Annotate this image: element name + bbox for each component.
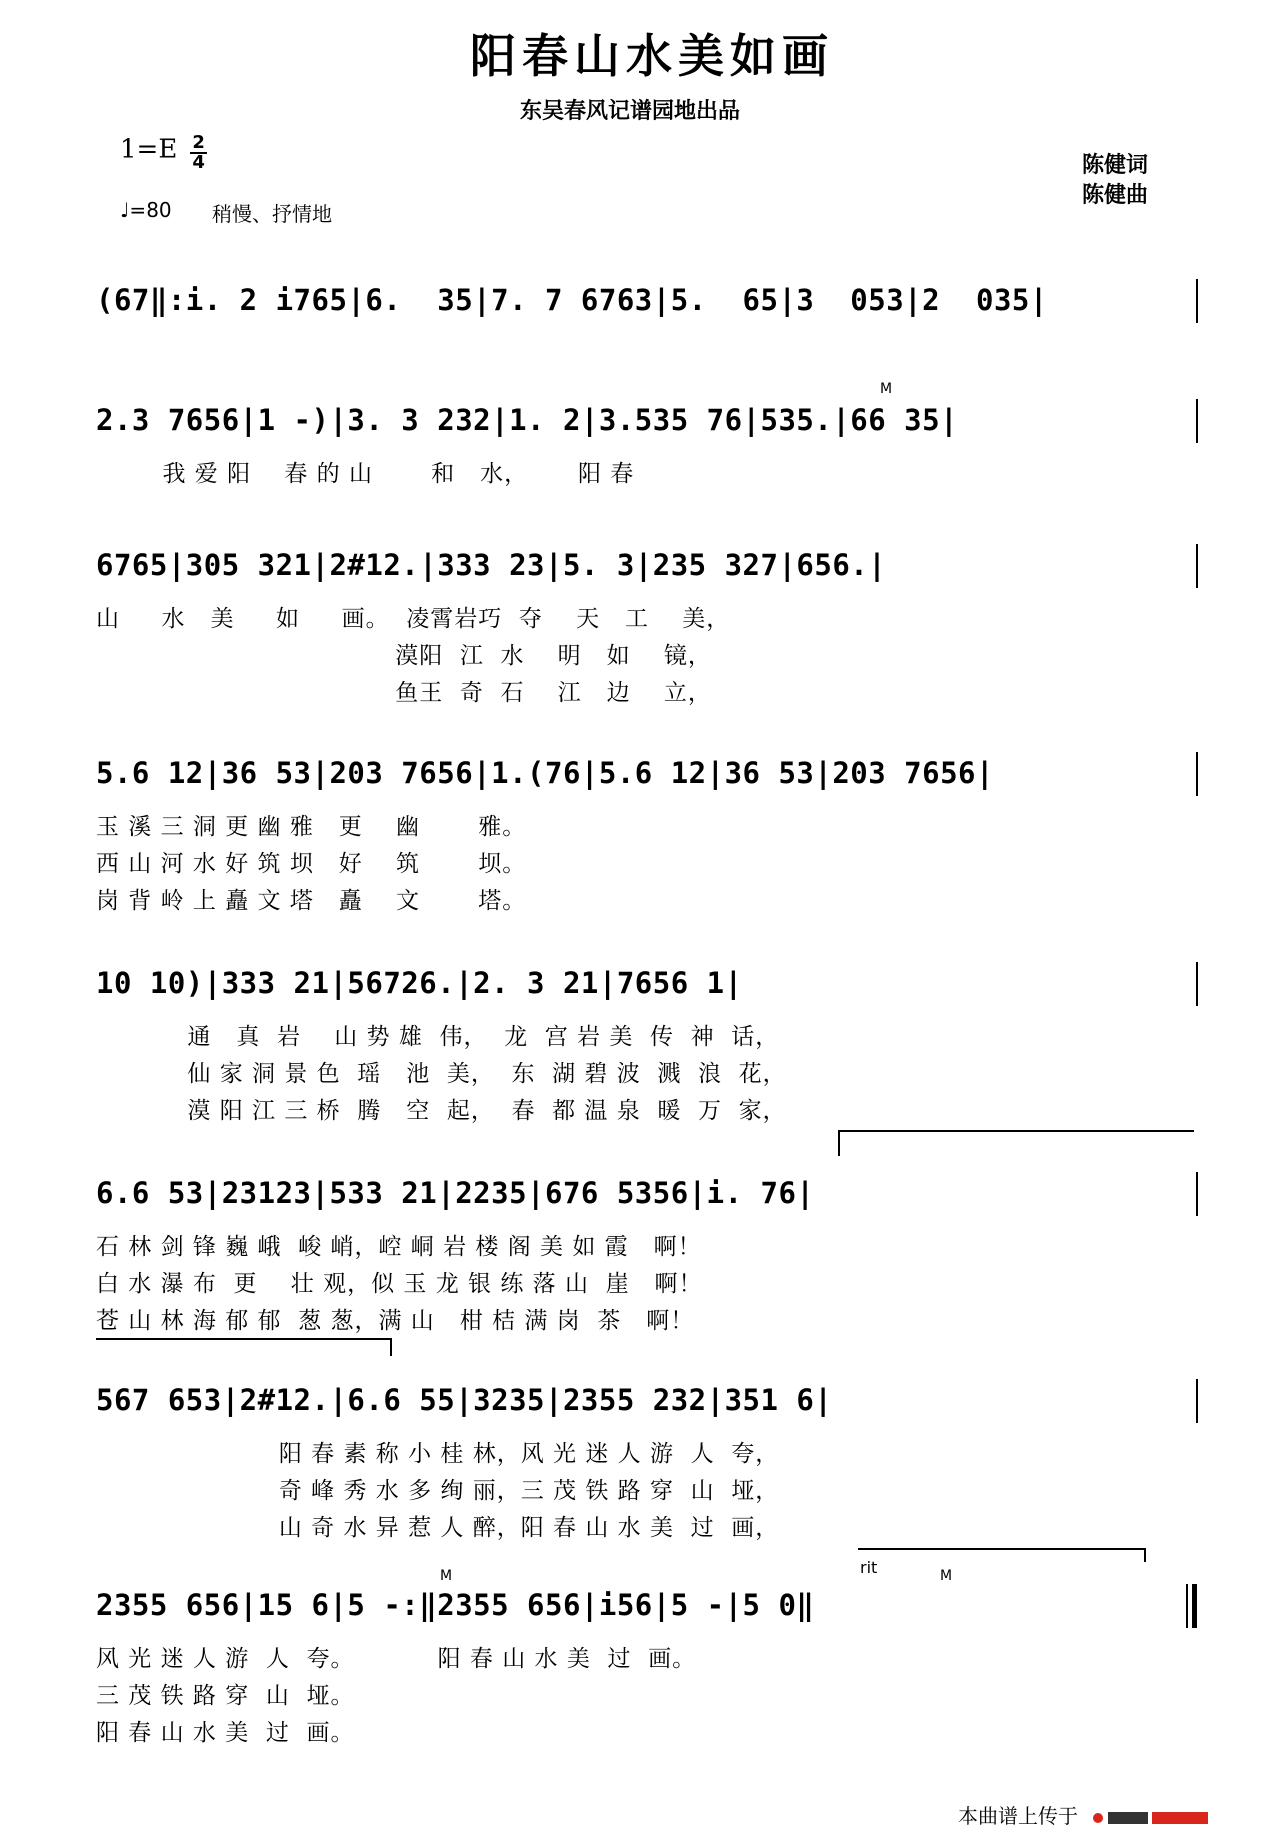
barline [1196, 1172, 1198, 1216]
key-text: 1=E [120, 134, 178, 165]
final-barline-thin [1186, 1584, 1188, 1628]
composer-credit: 陈健曲 [1082, 183, 1149, 208]
barline [1196, 752, 1198, 796]
notation-line: 567 653|2#12.|6.6 55|3235|2355 232|351 6| [96, 1383, 833, 1417]
volta-bracket-tick [390, 1338, 392, 1356]
volta-bracket-line [838, 1130, 1194, 1132]
volta-bracket-tick [838, 1130, 840, 1156]
site-logo-icon [1092, 1809, 1212, 1827]
notation-line: 10 10)|333 21|56726.|2. 3 21|7656 1| [96, 966, 743, 1000]
publisher-subtitle: 东吴春风记谱园地出品 [520, 99, 741, 124]
time-top: 2 [192, 132, 205, 153]
lyric-verse-2: 仙 家 洞 景 色 瑶 池 美， 东 湖 碧 波 溅 浪 花， [96, 1061, 787, 1087]
notation-line: (67‖:i. 2 i765|6. 35|7. 7 6763|5. 65|3 053|2 035| [96, 283, 1048, 317]
rit-marking: rit [860, 1558, 878, 1577]
notation-line: 2.3 7656|1 -)|3. 3 232|1. 2|3.535 76|535.|66 35| [96, 403, 959, 437]
lyric-verse-1: 玉 溪 三 洞 更 幽 雅 更 幽 雅。 [96, 814, 527, 840]
barline [1196, 1379, 1198, 1423]
notation-line: 6.6 53|23123|533 21|2235|676 5356|i. 76| [96, 1176, 815, 1210]
lyric-verse-3: 山 奇 水 异 惹 人 醉，阳 春 山 水 美 过 画， [96, 1515, 780, 1541]
lyric-verse-2: 漠阳 江 水 明 如 镜， [96, 643, 712, 669]
lyric-verse-1: 风 光 迷 人 游 人 夸。 阳 春 山 水 美 过 画。 [96, 1646, 697, 1672]
lyric-verse-2: 西 山 河 水 好 筑 坝 好 筑 坝。 [96, 851, 527, 877]
lyric-verse-2: 奇 峰 秀 水 多 绚 丽，三 茂 铁 路 穿 山 垭， [96, 1478, 780, 1504]
time-signature [190, 134, 207, 172]
rit-bracket-line [858, 1548, 1146, 1550]
lyric-verse-2: 白 水 瀑 布 更 壮 观，似 玉 龙 银 练 落 山 崖 啊！ [96, 1271, 703, 1297]
barline [1196, 279, 1198, 323]
key-signature [120, 134, 207, 172]
lyric-verse-1: 我 爱 阳 春 的 山 和 水， 阳 春 [96, 461, 635, 487]
volta-bracket-line [96, 1338, 392, 1340]
lyric-verse-3: 漠 阳 江 三 桥 腾 空 起， 春 都 温 泉 暖 万 家， [96, 1098, 787, 1124]
page-title: 阳春山水美如画 [470, 29, 834, 83]
lyric-verse-3: 阳 春 山 水 美 过 画。 [96, 1720, 355, 1746]
lyric-verse-3: 鱼王 奇 石 江 边 立， [96, 680, 712, 706]
expression-mark: 稍慢、抒情地 [212, 202, 332, 226]
lyric-verse-3: 岗 背 岭 上 矗 文 塔 矗 文 塔。 [96, 888, 527, 914]
time-bottom: 4 [192, 152, 205, 173]
barline [1196, 962, 1198, 1006]
notation-line: 6765|305 321|2#12.|333 23|5. 3|235 327|656.| [96, 548, 887, 582]
barline [1196, 399, 1198, 443]
lyric-verse-1: 阳 春 素 称 小 桂 林，风 光 迷 人 游 人 夸， [96, 1441, 780, 1467]
lyricist-credit: 陈健词 [1082, 153, 1149, 178]
accent-mark: M [940, 1568, 953, 1584]
accent-mark: M [440, 1568, 453, 1584]
final-barline-thick [1192, 1584, 1197, 1628]
lyric-verse-1: 通 真 岩 山 势 雄 伟， 龙 宫 岩 美 传 神 话， [96, 1024, 780, 1050]
rit-bracket-tick [1144, 1548, 1146, 1562]
upload-footer [958, 1800, 1212, 1829]
notation-line: 2355 656|15 6|5 -:‖2355 656|i56|5 -|5 0‖ [96, 1588, 815, 1622]
accent-mark: M [880, 381, 893, 397]
footer-text: 本曲谱上传于 [958, 1804, 1078, 1828]
notation-line: 5.6 12|36 53|203 7656|1.(76|5.6 12|36 53|203 7656| [96, 756, 994, 790]
lyric-verse-1: 石 林 剑 锋 巍 峨 峻 峭，崆 峒 岩 楼 阁 美 如 霞 啊！ [96, 1234, 702, 1260]
tempo-mark: ♩=80 [120, 198, 172, 222]
lyric-verse-3: 苍 山 林 海 郁 郁 葱 葱，满 山 柑 桔 满 岗 茶 啊！ [96, 1308, 695, 1334]
barline [1196, 544, 1198, 588]
lyric-verse-1: 山 水 美 如 画。 凌霄岩巧 夺 天 工 美， [96, 606, 731, 632]
lyric-verse-2: 三 茂 铁 路 穿 山 垭。 [96, 1683, 355, 1709]
